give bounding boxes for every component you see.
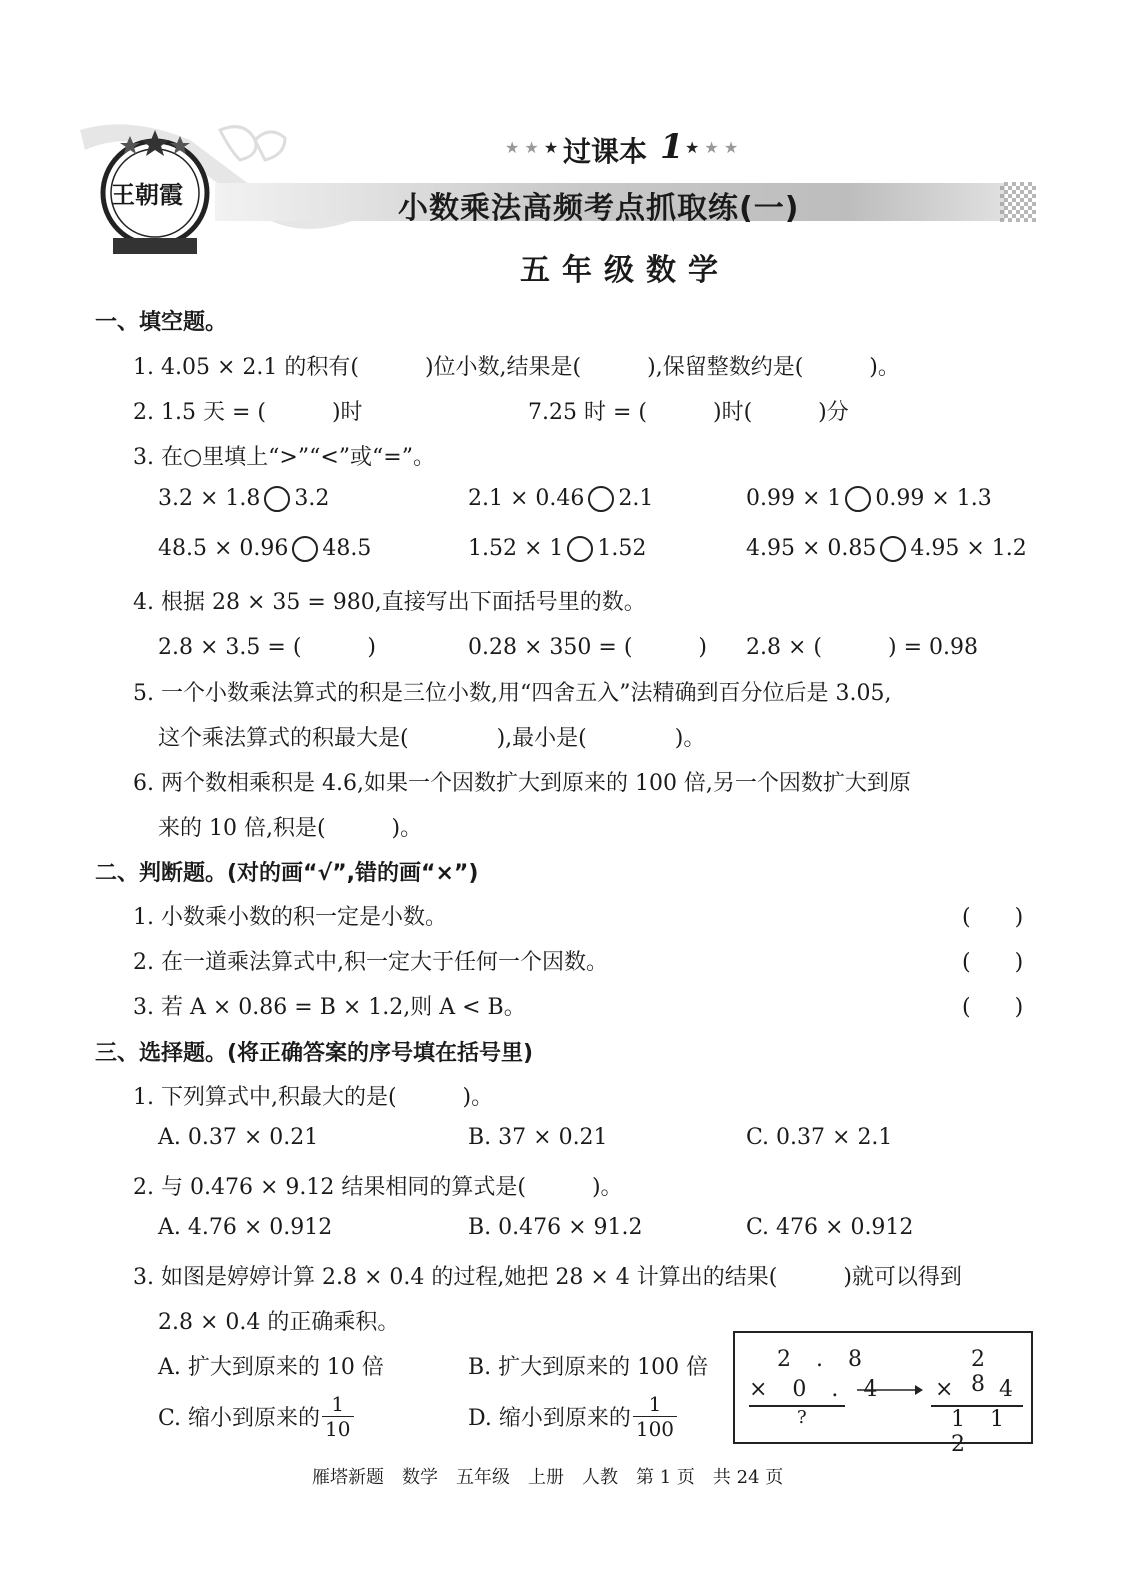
judge-item: 1. 小数乘小数的积一定是小数。 xyxy=(133,905,447,930)
choice-option[interactable]: A. 4.76 × 0.912 xyxy=(158,1215,333,1240)
calc-left-top: 2 . 8 xyxy=(777,1347,871,1372)
fraction-one-hundredth: $\frac{1}{100}$ xyxy=(633,1392,677,1441)
page-footer: 雁塔新题 数学 五年级 上册 人教 第 1 页 共 24 页 xyxy=(312,1467,784,1488)
compare-item: 0.99 × 1 0.99 × 1.3 xyxy=(746,486,992,511)
choice-option[interactable]: B. 扩大到原来的 100 倍 xyxy=(468,1355,709,1380)
fill-q2b: 7.25 时 = ( )时( )分 xyxy=(528,400,849,425)
choice-option[interactable]: C. 0.37 × 2.1 xyxy=(746,1125,893,1150)
fraction-one-tenth: $\frac{1}{10}$ xyxy=(322,1392,353,1441)
compare-circle[interactable] xyxy=(845,486,871,512)
calc-left-bottom: ? xyxy=(797,1407,816,1428)
section-judge-title: 二、判断题。(对的画“√”,错的画“×”) xyxy=(95,861,479,886)
calc-right-top: 2 8 xyxy=(971,1347,994,1397)
fill-q5-line2: 这个乘法算式的积最大是( ),最小是( )。 xyxy=(158,726,706,751)
fill-q5-line1: 5. 一个小数乘法算式的积是三位小数,用“四舍五入”法精确到百分位后是 3.05, xyxy=(133,681,892,706)
compare-circle[interactable] xyxy=(880,536,906,562)
compare-item: 2.1 × 0.46 2.1 xyxy=(468,486,654,511)
choice-option[interactable]: A. 扩大到原来的 10 倍 xyxy=(158,1355,384,1380)
compare-circle[interactable] xyxy=(264,486,290,512)
calc-right-bottom: 1 1 2 xyxy=(951,1407,1013,1457)
arrow-right-icon xyxy=(857,1383,923,1397)
fill-q4-item: 2.8 × ( ) = 0.98 xyxy=(746,635,978,660)
compare-item: 48.5 × 0.96 48.5 xyxy=(158,536,372,561)
choice-q3-line2: 2.8 × 0.4 的正确乘积。 xyxy=(158,1310,400,1335)
fill-q6-line2: 来的 10 倍,积是( )。 xyxy=(158,816,423,841)
section-choice-title: 三、选择题。(将正确答案的序号填在括号里) xyxy=(95,1041,534,1066)
compare-circle[interactable] xyxy=(292,536,318,562)
fill-q6-line1: 6. 两个数相乘积是 4.6,如果一个因数扩大到原来的 100 倍,另一个因数扩大到原 xyxy=(133,771,911,796)
fill-q4-item: 0.28 × 350 = ( ) xyxy=(468,635,707,660)
series-label: 过课本 xyxy=(563,135,648,168)
compare-item: 3.2 × 1.8 3.2 xyxy=(158,486,330,511)
choice-q3-line1: 3. 如图是婷婷计算 2.8 × 0.4 的过程,她把 28 × 4 计算出的结果( )就可以得到 xyxy=(133,1265,962,1290)
choice-q2: 2. 与 0.476 × 9.12 结果相同的算式是( )。 xyxy=(133,1175,623,1200)
fill-q4-item: 2.8 × 3.5 = ( ) xyxy=(158,635,376,660)
fill-q4: 4. 根据 28 × 35 = 980,直接写出下面括号里的数。 xyxy=(133,590,646,615)
choice-option[interactable]: D. 缩小到原来的 $\frac{1}{100}$ xyxy=(468,1392,677,1441)
judge-bracket[interactable]: ( ) xyxy=(962,950,1024,975)
judge-bracket[interactable]: ( ) xyxy=(962,995,1024,1020)
section-fill-title: 一、填空题。 xyxy=(95,310,228,335)
calc-right-mid-num: 4 xyxy=(999,1377,1022,1402)
choice-option[interactable]: C. 缩小到原来的 $\frac{1}{10}$ xyxy=(158,1392,354,1441)
series-stars-right: ★ ★ ★ xyxy=(685,138,739,157)
fill-q1: 1. 4.05 × 2.1 的积有( )位小数,结果是( ),保留整数约是( )。 xyxy=(133,355,900,380)
judge-item: 3. 若 A × 0.86 = B × 1.2,则 A < B。 xyxy=(133,995,526,1020)
logo-text: 王朝霞 xyxy=(111,180,183,209)
series-stars-left: ★ ★ ★ xyxy=(505,138,559,157)
judge-bracket[interactable]: ( ) xyxy=(962,905,1024,930)
choice-option[interactable]: A. 0.37 × 0.21 xyxy=(158,1125,319,1150)
choice-option[interactable]: B. 37 × 0.21 xyxy=(468,1125,608,1150)
calc-left-mid: × 0 . 4 xyxy=(749,1377,887,1402)
calculation-figure xyxy=(733,1331,1033,1457)
compare-circle[interactable] xyxy=(567,536,593,562)
series-number: 1 xyxy=(660,127,684,167)
calc-right-mid-op: × xyxy=(935,1377,963,1402)
fill-q3: 3. 在○里填上“>”“<”或“=”。 xyxy=(133,445,435,470)
fill-q2a: 2. 1.5 天 = ( )时 xyxy=(133,400,363,425)
worksheet-title: 小数乘法高频考点抓取练(一) xyxy=(398,191,800,226)
compare-circle[interactable] xyxy=(588,486,614,512)
choice-option[interactable]: B. 0.476 × 91.2 xyxy=(468,1215,643,1240)
compare-item: 4.95 × 0.85 4.95 × 1.2 xyxy=(746,536,1027,561)
subject-title: 五年级数学 xyxy=(520,253,730,288)
choice-option[interactable]: C. 476 × 0.912 xyxy=(746,1215,914,1240)
banner-checker-pattern xyxy=(1000,182,1036,222)
compare-item: 1.52 × 1 1.52 xyxy=(468,536,647,561)
choice-q1: 1. 下列算式中,积最大的是( )。 xyxy=(133,1085,494,1110)
judge-item: 2. 在一道乘法算式中,积一定大于任何一个因数。 xyxy=(133,950,608,975)
